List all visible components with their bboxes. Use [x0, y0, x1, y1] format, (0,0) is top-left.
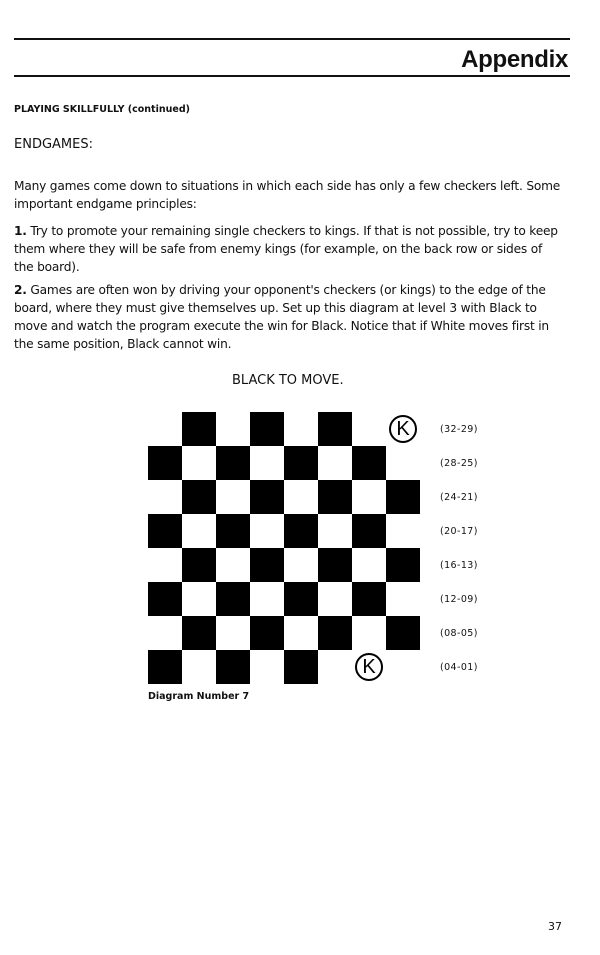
- board-square: [216, 548, 250, 582]
- board-square: [352, 514, 386, 548]
- board-square: [386, 412, 420, 446]
- board-square: [318, 412, 352, 446]
- board-square: [284, 582, 318, 616]
- white-king-piece: K: [355, 653, 383, 681]
- board-square: [182, 616, 216, 650]
- page-header-title: Appendix: [461, 46, 568, 73]
- row-label: (28-25): [440, 458, 478, 469]
- board-square: [216, 446, 250, 480]
- board-square: [352, 548, 386, 582]
- board-square: [148, 446, 182, 480]
- principle-1-number: 1.: [14, 224, 27, 238]
- principle-2-text: Games are often won by driving your opponent's checkers (or kings) to the edge of the board, where they must give themselves up. Set up this diagram at level 3 with Black to move and watch the program execute the win for Black. Notice that if White moves first in the same position, Black cannot win.: [14, 283, 549, 351]
- row-label: (16-13): [440, 560, 478, 571]
- board-square: [386, 446, 420, 480]
- board-square: [216, 514, 250, 548]
- board-square: [182, 582, 216, 616]
- board-square: [386, 548, 420, 582]
- board-square: [216, 650, 250, 684]
- board-square: [216, 412, 250, 446]
- principle-1-paragraph: [14, 222, 562, 276]
- board-square: [250, 582, 284, 616]
- board-square: [250, 514, 284, 548]
- board-square: [182, 514, 216, 548]
- row-label: (04-01): [440, 662, 478, 673]
- board-square: [182, 650, 216, 684]
- board-square: [318, 446, 352, 480]
- board-square: [318, 650, 352, 684]
- board-square: [386, 650, 420, 684]
- board-square: [284, 616, 318, 650]
- row-label: (20-17): [440, 526, 478, 537]
- row-label: (24-21): [440, 492, 478, 503]
- board-square: [318, 514, 352, 548]
- principle-2-paragraph: [14, 281, 562, 353]
- board-square: [250, 446, 284, 480]
- board-square: [352, 480, 386, 514]
- board-square: [352, 446, 386, 480]
- board-square: [386, 514, 420, 548]
- board-square: [148, 650, 182, 684]
- board-square: [182, 548, 216, 582]
- intro-paragraph: Many games come down to situations in which each side has only a few checkers left. Some important endgame principles:: [14, 179, 561, 211]
- board-square: [352, 650, 386, 684]
- board-square: [250, 412, 284, 446]
- header-rule-bottom: [14, 75, 570, 77]
- board-square: [182, 446, 216, 480]
- diagram-caption: Diagram Number 7: [148, 691, 250, 702]
- board-square: [284, 412, 318, 446]
- board-square: [216, 480, 250, 514]
- board-square: [250, 616, 284, 650]
- board-square: [318, 582, 352, 616]
- board-square: [352, 616, 386, 650]
- board-square: [216, 616, 250, 650]
- header-rule-top: [14, 38, 570, 40]
- board-square: [318, 548, 352, 582]
- board-square: [182, 480, 216, 514]
- board-square: [386, 616, 420, 650]
- board-square: [250, 548, 284, 582]
- checkerboard-diagram: [148, 412, 420, 684]
- board-square: [182, 412, 216, 446]
- board-square: [318, 480, 352, 514]
- board-square: [148, 616, 182, 650]
- board-square: [386, 480, 420, 514]
- principle-1-text: Try to promote your remaining single checkers to kings. If that is not possible, try to keep them where they will be safe from enemy kings (for example, on the back row or sides of the board).: [14, 224, 558, 274]
- board-square: [250, 650, 284, 684]
- page-number: 37: [548, 920, 562, 933]
- board-square: [148, 548, 182, 582]
- board-square: [284, 446, 318, 480]
- board-square: [148, 412, 182, 446]
- board-square: [148, 480, 182, 514]
- board-square: [216, 582, 250, 616]
- row-label: (12-09): [440, 594, 478, 605]
- white-king-piece: K: [389, 415, 417, 443]
- board-square: [386, 582, 420, 616]
- section-title: PLAYING SKILLFULLY (continued): [14, 104, 190, 115]
- board-square: [284, 480, 318, 514]
- board-square: [284, 514, 318, 548]
- board-square: [318, 616, 352, 650]
- board-square: [148, 514, 182, 548]
- board-square: [284, 650, 318, 684]
- row-label: (32-29): [440, 424, 478, 435]
- board-square: [284, 548, 318, 582]
- endgames-heading: ENDGAMES:: [14, 137, 93, 152]
- row-label: (08-05): [440, 628, 478, 639]
- diagram-title: BLACK TO MOVE.: [232, 373, 344, 388]
- board-square: [352, 582, 386, 616]
- board-square: [352, 412, 386, 446]
- principle-2-number: 2.: [14, 283, 27, 297]
- board-square: [148, 582, 182, 616]
- board-square: [250, 480, 284, 514]
